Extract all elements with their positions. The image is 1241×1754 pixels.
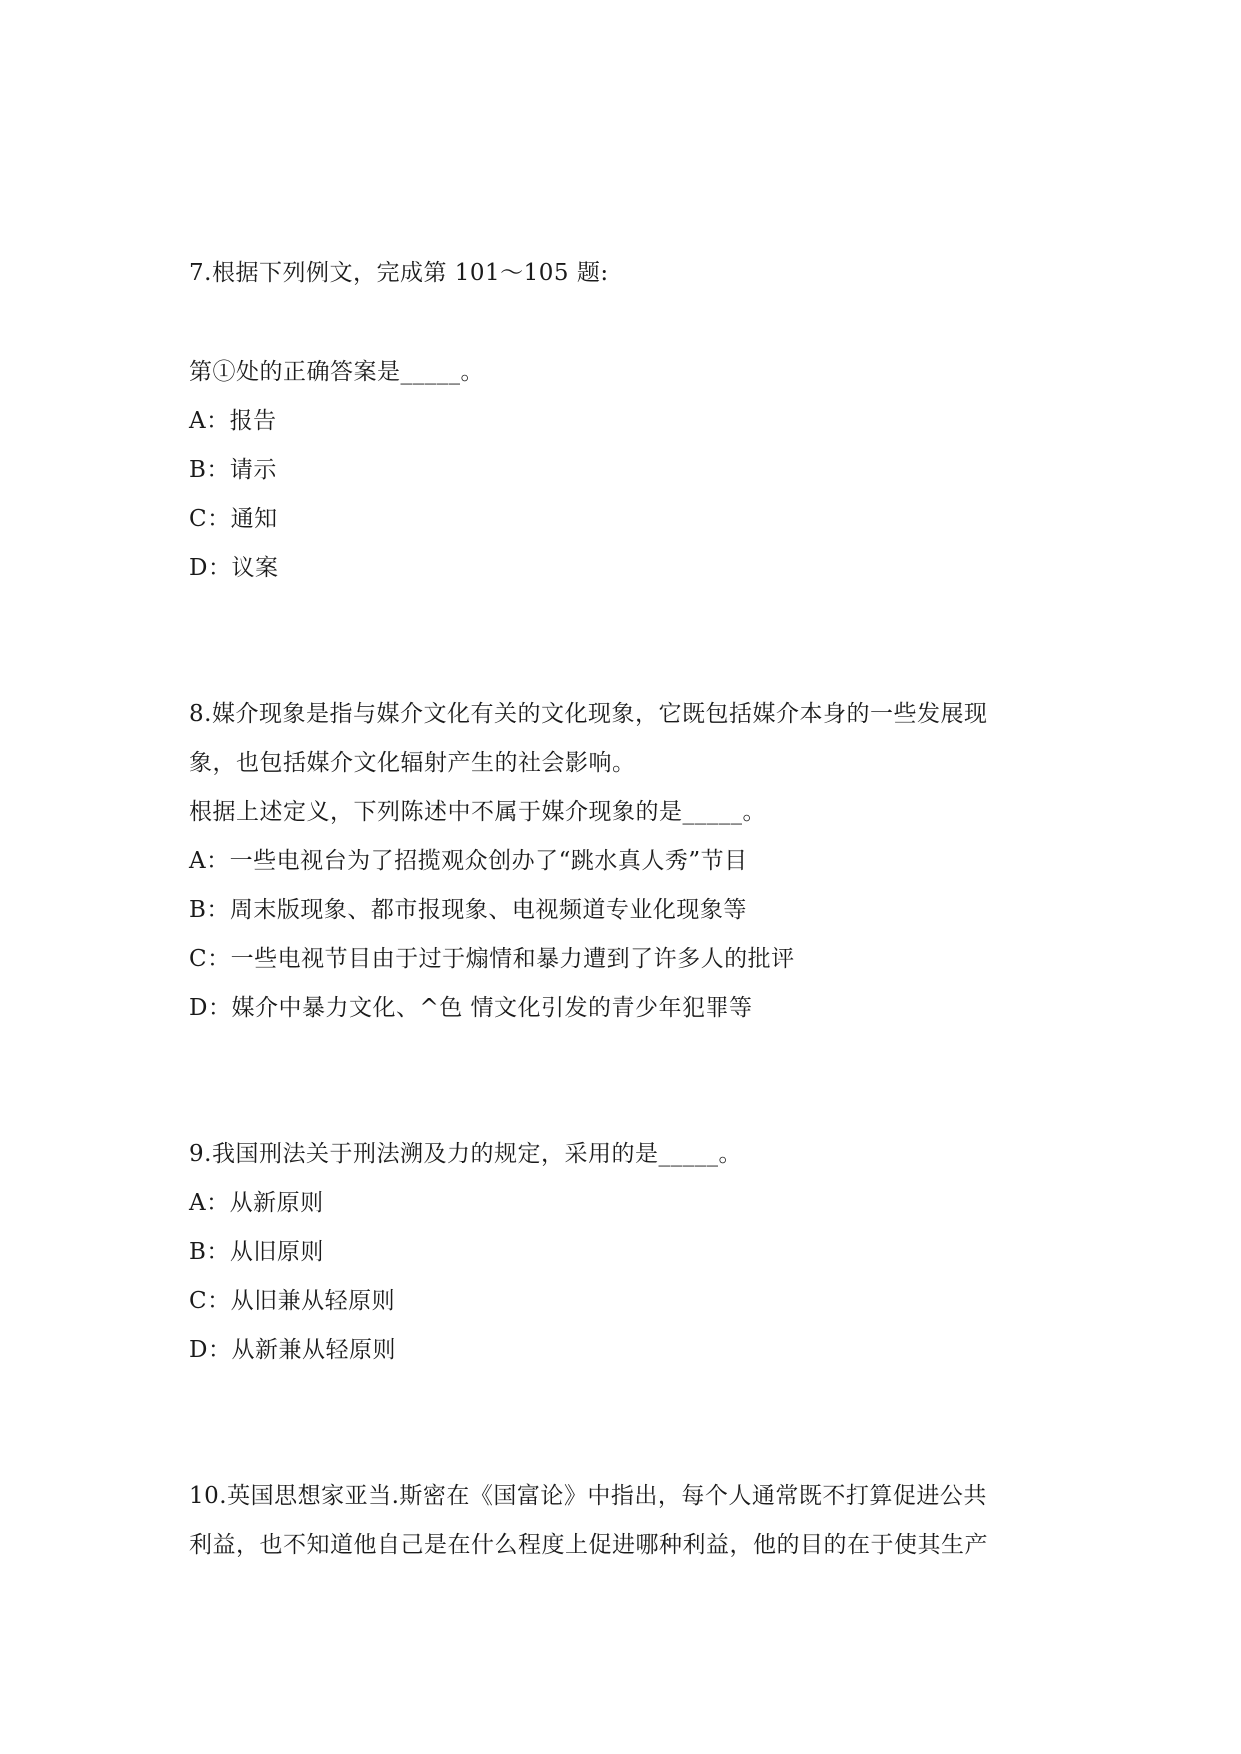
question-7-title: 7.根据下列例文，完成第 101～105 题: — [189, 260, 609, 286]
question-8-stem: 根据上述定义，下列陈述中不属于媒介现象的是_____。 — [189, 799, 766, 825]
question-10-text-line-1: 10.英国思想家亚当.斯密在《国富论》中指出，每个人通常既不打算促进公共 — [189, 1483, 987, 1509]
question-8-text-line-1: 8.媒介现象是指与媒介文化有关的文化现象，它既包括媒介本身的一些发展现 — [189, 701, 988, 727]
question-7-option-a: A：报告 — [189, 408, 277, 434]
question-7-option-c: C：通知 — [189, 506, 278, 532]
question-8-option-d: D：媒介中暴力文化、^色 情文化引发的青少年犯罪等 — [189, 995, 753, 1021]
question-10-text-line-2: 利益，也不知道他自己是在什么程度上促进哪种利益，他的目的在于使其生产 — [189, 1532, 988, 1558]
question-8-text-line-2: 象，也包括媒介文化辐射产生的社会影响。 — [189, 750, 636, 776]
question-7-option-b: B：请示 — [189, 457, 277, 483]
question-7-option-d: D：议案 — [189, 555, 279, 581]
question-7-stem: 第①处的正确答案是_____。 — [189, 359, 484, 385]
question-8-option-c: C：一些电视节目由于过于煽情和暴力遭到了许多人的批评 — [189, 946, 795, 972]
question-9-option-a: A：从新原则 — [189, 1190, 324, 1216]
question-9-title: 9.我国刑法关于刑法溯及力的规定，采用的是_____。 — [189, 1141, 742, 1167]
question-8-option-a: A：一些电视台为了招揽观众创办了“跳水真人秀”节目 — [189, 848, 748, 874]
question-9-option-c: C：从旧兼从轻原则 — [189, 1288, 396, 1314]
question-8-option-b: B：周末版现象、都市报现象、电视频道专业化现象等 — [189, 897, 747, 923]
question-9-option-d: D：从新兼从轻原则 — [189, 1337, 396, 1363]
question-9-option-b: B：从旧原则 — [189, 1239, 324, 1265]
